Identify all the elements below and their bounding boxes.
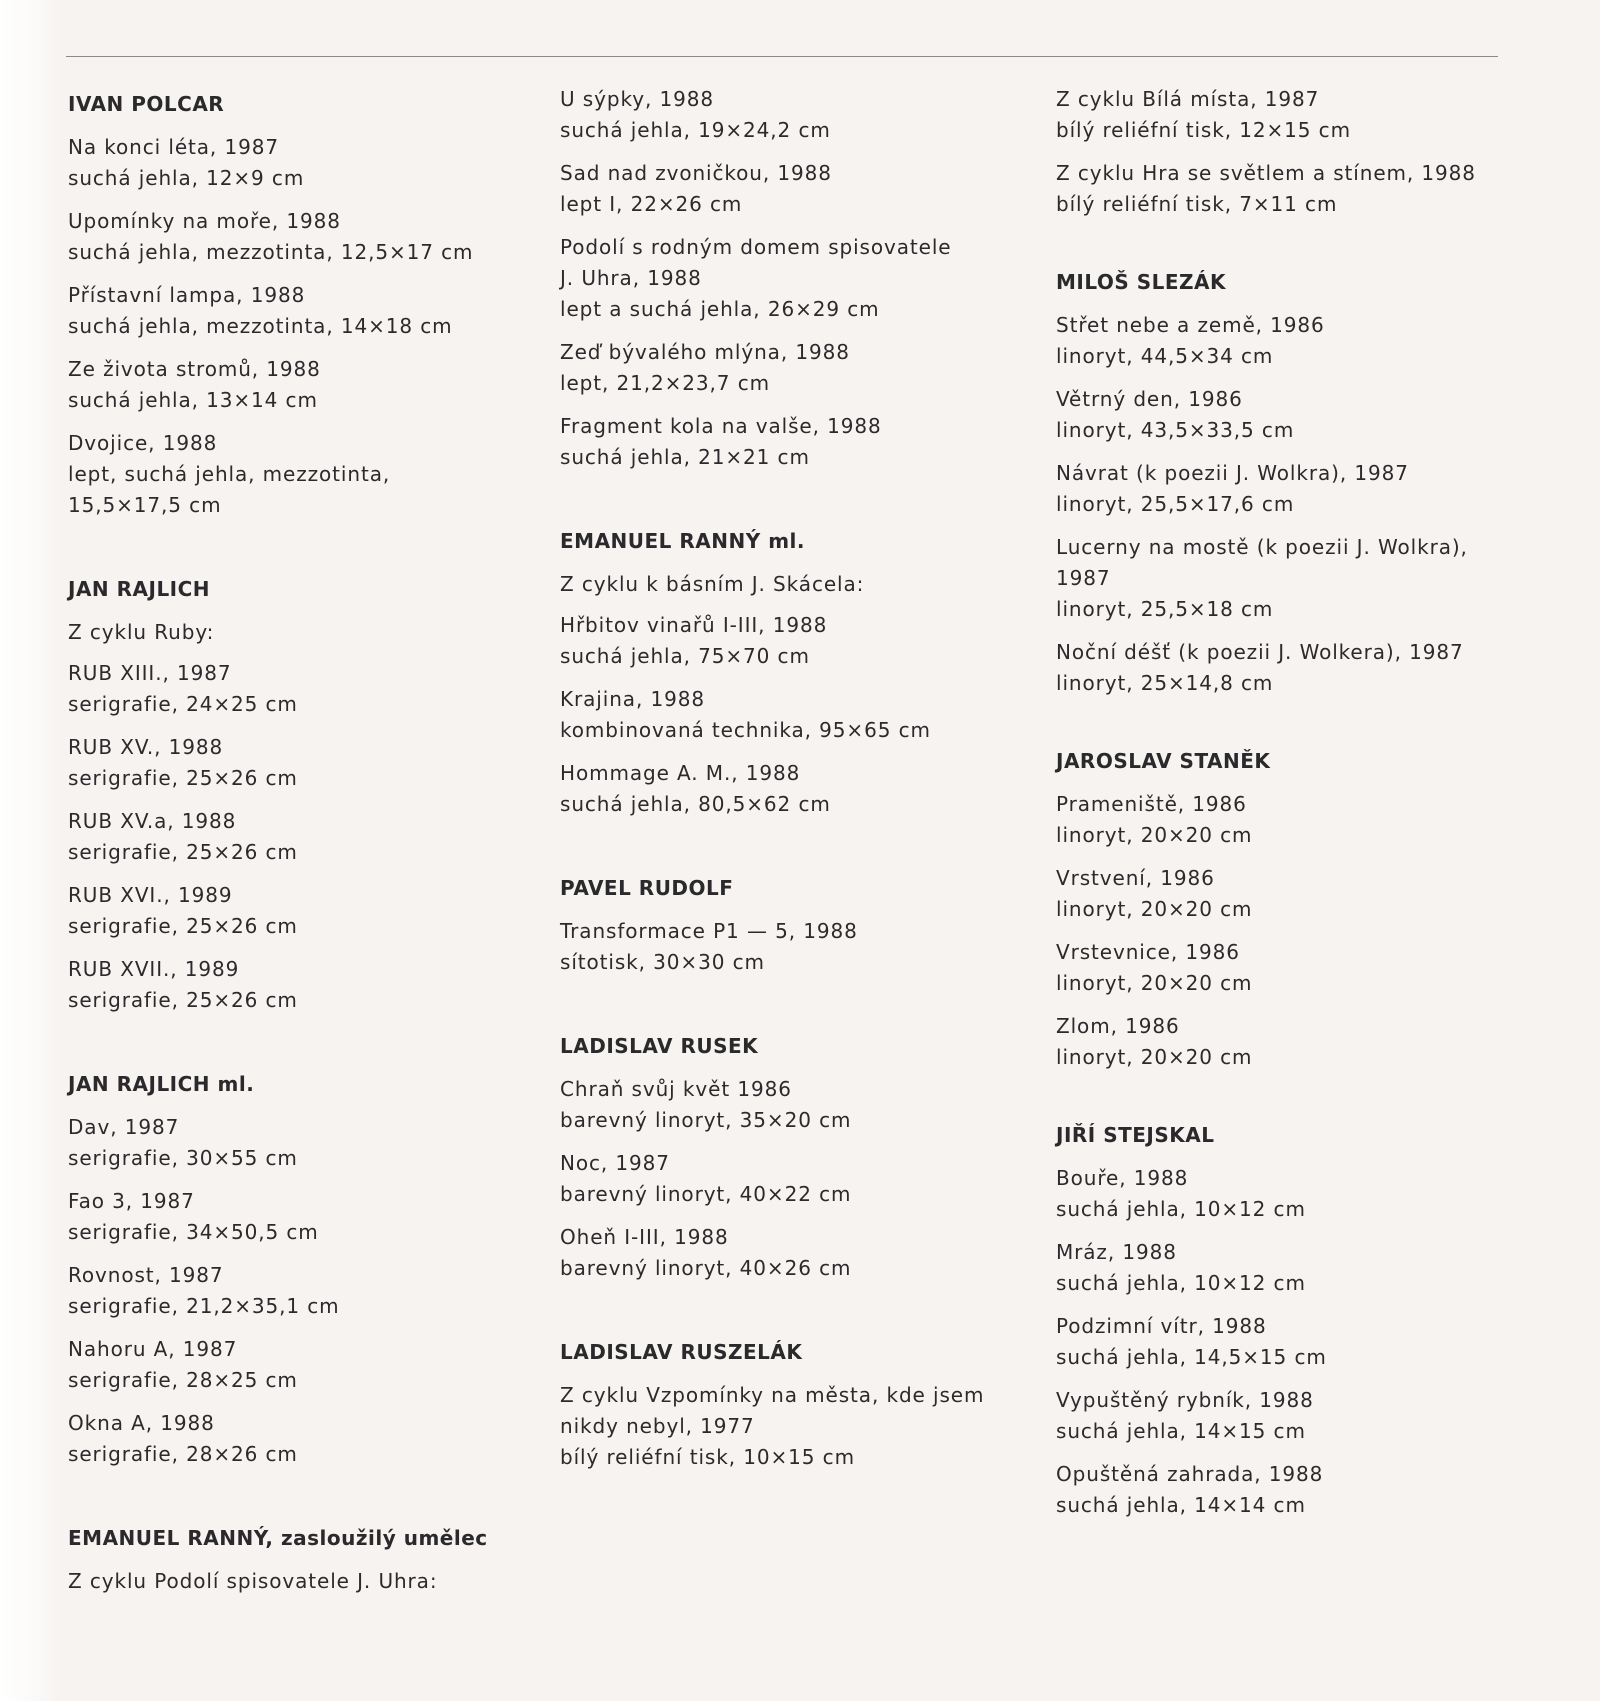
work-detail: suchá jehla, 12×9 cm [68, 166, 305, 190]
artist-block [1056, 84, 1526, 220]
work-title: Oheň I-III, 1988 [560, 1225, 729, 1249]
work-title: Hřbitov vinařů I-III, 1988 [560, 613, 828, 637]
work-title: Z cyklu Vzpomínky na města, kde jsem [560, 1383, 985, 1407]
work-title: Noc, 1987 [560, 1151, 670, 1175]
work-detail: suchá jehla, 10×12 cm [1056, 1271, 1306, 1295]
work-detail: suchá jehla, mezzotinta, 14×18 cm [68, 314, 453, 338]
work-detail: lept, suchá jehla, mezzotinta, [68, 462, 391, 486]
artist-block [560, 84, 1030, 473]
artist-block [560, 876, 1030, 978]
work-title: Dvojice, 1988 [68, 431, 218, 455]
work-title: Chraň svůj květ 1986 [560, 1077, 792, 1101]
work-detail: suchá jehla, mezzotinta, 12,5×17 cm [68, 240, 474, 264]
work-detail: suchá jehla, 80,5×62 cm [560, 792, 831, 816]
artist-name: EMANUEL RANNÝ, zasloužilý umělec [68, 1526, 488, 1550]
artist-block [560, 529, 1030, 820]
work-title: Fao 3, 1987 [68, 1189, 195, 1213]
cycle-note: Z cyklu Podolí spisovatele J. Uhra: [68, 1569, 438, 1593]
work-entry [68, 658, 538, 720]
artist-block [1056, 270, 1526, 699]
work-title: RUB XV.a, 1988 [68, 809, 237, 833]
work-detail: serigrafie, 25×26 cm [68, 914, 298, 938]
work-title: Mráz, 1988 [1056, 1240, 1177, 1264]
work-entry [1056, 158, 1526, 220]
work-title: Přístavní lampa, 1988 [68, 283, 306, 307]
artist-name: LADISLAV RUSZELÁK [560, 1340, 803, 1364]
work-title: Lucerny na mostě (k poezii J. Wolkra), [1056, 535, 1468, 559]
work-entry [560, 84, 1030, 146]
work-detail: bílý reliéfní tisk, 12×15 cm [1056, 118, 1351, 142]
work-title: Střet nebe a země, 1986 [1056, 313, 1325, 337]
work-title: Bouře, 1988 [1056, 1166, 1189, 1190]
work-title: Opuštěná zahrada, 1988 [1056, 1462, 1324, 1486]
cycle-note: Z cyklu k básním J. Skácela: [560, 572, 865, 596]
work-detail: serigrafie, 21,2×35,1 cm [68, 1294, 340, 1318]
work-entry [68, 1186, 538, 1248]
work-entry [560, 1222, 1030, 1284]
work-title: Větrný den, 1986 [1056, 387, 1243, 411]
work-title: Krajina, 1988 [560, 687, 705, 711]
work-entry [1056, 532, 1526, 625]
work-entry [68, 880, 538, 942]
artist-name: JAN RAJLICH [68, 577, 211, 601]
artist-name: EMANUEL RANNÝ ml. [560, 529, 805, 553]
work-entry [1056, 863, 1526, 925]
work-title: Návrat (k poezii J. Wolkra), 1987 [1056, 461, 1409, 485]
artist-block [68, 92, 538, 521]
work-detail: bílý reliéfní tisk, 10×15 cm [560, 1445, 855, 1469]
work-detail: lept I, 22×26 cm [560, 192, 743, 216]
work-detail: serigrafie, 34×50,5 cm [68, 1220, 319, 1244]
work-entry [68, 806, 538, 868]
work-title: Sad nad zvoničkou, 1988 [560, 161, 832, 185]
work-title: RUB XVII., 1989 [68, 957, 240, 981]
cycle-note: Z cyklu Ruby: [68, 620, 215, 644]
work-title: Podzimní vítr, 1988 [1056, 1314, 1267, 1338]
work-detail: barevný linoryt, 40×22 cm [560, 1182, 852, 1206]
work-detail: linoryt, 25,5×17,6 cm [1056, 492, 1295, 516]
work-title: RUB XVI., 1989 [68, 883, 233, 907]
artist-name: LADISLAV RUSEK [560, 1034, 759, 1058]
work-detail: kombinovaná technika, 95×65 cm [560, 718, 931, 742]
work-detail: linoryt, 20×20 cm [1056, 1045, 1253, 1069]
artist-name: JAN RAJLICH ml. [68, 1072, 255, 1096]
work-title: Vrstvení, 1986 [1056, 866, 1215, 890]
work-entry [1056, 458, 1526, 520]
work-entry [1056, 84, 1526, 146]
work-title: Okna A, 1988 [68, 1411, 215, 1435]
work-entry [560, 1380, 1030, 1473]
work-title: Zeď bývalého mlýna, 1988 [560, 340, 850, 364]
work-entry [68, 1260, 538, 1322]
work-entry [560, 610, 1030, 672]
work-title: Noční déšť (k poezii J. Wolkera), 1987 [1056, 640, 1464, 664]
work-detail: serigrafie, 25×26 cm [68, 766, 298, 790]
work-detail: serigrafie, 25×26 cm [68, 988, 298, 1012]
work-detail: serigrafie, 28×25 cm [68, 1368, 298, 1392]
artist-block [560, 1340, 1030, 1473]
artist-name: PAVEL RUDOLF [560, 876, 734, 900]
work-detail: barevný linoryt, 40×26 cm [560, 1256, 852, 1280]
work-title: Podolí s rodným domem spisovatele [560, 235, 952, 259]
work-title-cont: J. Uhra, 1988 [560, 266, 702, 290]
work-title: Na konci léta, 1987 [68, 135, 279, 159]
work-title: Z cyklu Bílá místa, 1987 [1056, 87, 1320, 111]
work-entry [1056, 1459, 1526, 1521]
work-detail: serigrafie, 30×55 cm [68, 1146, 298, 1170]
artist-name: IVAN POLCAR [68, 92, 225, 116]
work-title-cont: 1987 [1056, 566, 1111, 590]
work-entry [560, 1148, 1030, 1210]
work-title: Nahoru A, 1987 [68, 1337, 238, 1361]
work-entry [68, 1408, 538, 1470]
work-title-cont: nikdy nebyl, 1977 [560, 1414, 755, 1438]
work-title: Ze života stromů, 1988 [68, 357, 321, 381]
artist-block [68, 1526, 538, 1597]
work-entry [560, 684, 1030, 746]
artist-block [68, 577, 538, 1016]
work-detail: lept, 21,2×23,7 cm [560, 371, 770, 395]
artist-name: MILOŠ SLEZÁK [1056, 270, 1227, 294]
column-2 [560, 84, 1030, 1529]
artist-block [68, 1072, 538, 1470]
work-entry [68, 354, 538, 416]
work-entry [68, 206, 538, 268]
work-title: Zlom, 1986 [1056, 1014, 1180, 1038]
work-detail: linoryt, 25×14,8 cm [1056, 671, 1274, 695]
work-detail: suchá jehla, 19×24,2 cm [560, 118, 831, 142]
work-title: Upomínky na moře, 1988 [68, 209, 341, 233]
work-detail: linoryt, 20×20 cm [1056, 897, 1253, 921]
work-detail: suchá jehla, 21×21 cm [560, 445, 810, 469]
work-entry [1056, 1237, 1526, 1299]
artist-block [560, 1034, 1030, 1284]
work-detail: suchá jehla, 14×14 cm [1056, 1493, 1306, 1517]
work-entry [1056, 1311, 1526, 1373]
work-entry [1056, 1011, 1526, 1073]
work-entry [560, 916, 1030, 978]
work-detail: suchá jehla, 14,5×15 cm [1056, 1345, 1327, 1369]
column-1 [68, 84, 538, 1653]
work-title: Vrstevnice, 1986 [1056, 940, 1240, 964]
work-entry [68, 1334, 538, 1396]
work-detail: sítotisk, 30×30 cm [560, 950, 765, 974]
top-rule [66, 56, 1498, 57]
work-entry [1056, 384, 1526, 446]
work-entry [560, 158, 1030, 220]
work-entry [560, 1074, 1030, 1136]
work-detail-cont: 15,5×17,5 cm [68, 493, 222, 517]
work-entry [1056, 937, 1526, 999]
work-detail: linoryt, 20×20 cm [1056, 823, 1253, 847]
work-title: RUB XV., 1988 [68, 735, 224, 759]
work-detail: suchá jehla, 10×12 cm [1056, 1197, 1306, 1221]
work-entry [1056, 789, 1526, 851]
work-title: Rovnost, 1987 [68, 1263, 224, 1287]
work-entry [560, 758, 1030, 820]
work-detail: lept a suchá jehla, 26×29 cm [560, 297, 880, 321]
work-detail: serigrafie, 24×25 cm [68, 692, 298, 716]
work-title: Vypuštěný rybník, 1988 [1056, 1388, 1314, 1412]
work-entry [68, 280, 538, 342]
work-detail: serigrafie, 25×26 cm [68, 840, 298, 864]
work-detail: linoryt, 20×20 cm [1056, 971, 1253, 995]
work-title: Dav, 1987 [68, 1115, 180, 1139]
work-entry [68, 954, 538, 1016]
work-title: Transformace P1 — 5, 1988 [560, 919, 858, 943]
work-detail: suchá jehla, 13×14 cm [68, 388, 318, 412]
work-title: RUB XIII., 1987 [68, 661, 232, 685]
work-entry [1056, 310, 1526, 372]
work-detail: barevný linoryt, 35×20 cm [560, 1108, 852, 1132]
artist-name: JAROSLAV STANĚK [1056, 749, 1271, 773]
work-detail: suchá jehla, 14×15 cm [1056, 1419, 1306, 1443]
artist-block [1056, 1123, 1526, 1521]
work-title: Z cyklu Hra se světlem a stínem, 1988 [1056, 161, 1476, 185]
work-title: U sýpky, 1988 [560, 87, 714, 111]
work-title: Fragment kola na valše, 1988 [560, 414, 882, 438]
work-entry [1056, 637, 1526, 699]
artist-block [1056, 749, 1526, 1073]
work-detail: linoryt, 25,5×18 cm [1056, 597, 1274, 621]
work-entry [1056, 1163, 1526, 1225]
work-detail: suchá jehla, 75×70 cm [560, 644, 810, 668]
work-entry [560, 232, 1030, 325]
work-title: Hommage A. M., 1988 [560, 761, 801, 785]
column-3 [1056, 84, 1526, 1571]
artist-name: JIŘÍ STEJSKAL [1056, 1123, 1215, 1147]
work-entry [68, 732, 538, 794]
work-detail: linoryt, 43,5×33,5 cm [1056, 418, 1295, 442]
page-edge [0, 0, 60, 1701]
work-title: Prameniště, 1986 [1056, 792, 1247, 816]
work-detail: serigrafie, 28×26 cm [68, 1442, 298, 1466]
work-entry [560, 337, 1030, 399]
work-entry [68, 428, 538, 521]
work-entry [1056, 1385, 1526, 1447]
work-detail: bílý reliéfní tisk, 7×11 cm [1056, 192, 1338, 216]
work-entry [68, 132, 538, 194]
work-entry [68, 1112, 538, 1174]
work-detail: linoryt, 44,5×34 cm [1056, 344, 1274, 368]
work-entry [560, 411, 1030, 473]
